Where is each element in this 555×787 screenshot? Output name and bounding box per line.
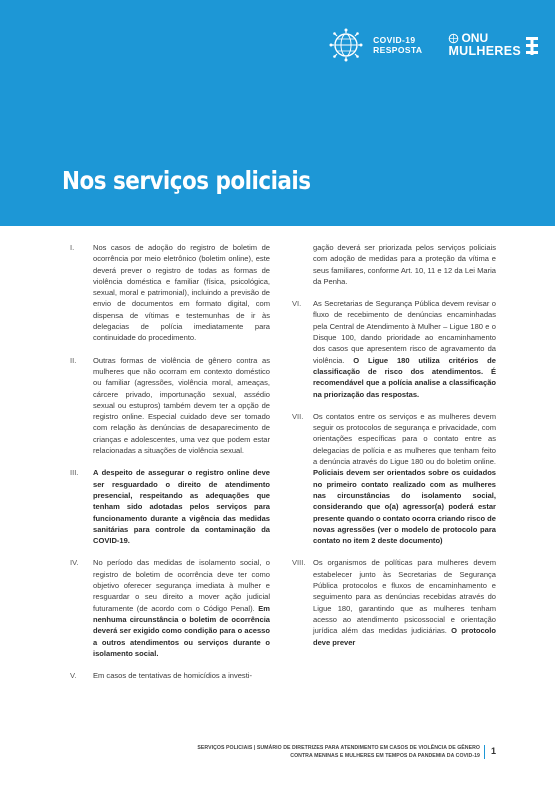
item-number: VII. bbox=[292, 411, 304, 421]
right-column bbox=[292, 242, 496, 659]
item-text: Em casos de tentativas de homicídios a investi- bbox=[93, 671, 252, 681]
item-number: VIII. bbox=[292, 558, 306, 568]
item-bold-text: Policiais devem ser orientados sobre os cuidados no primeiro contato realizado com as mulheres nas circunstâncias do isolamento social, considerando que o(a) agressor(a) poderá estar presente quando o contato ocorra criando risco de novas agressões (ver o modelo de protocolo para contato no item 2 deste documento) bbox=[313, 468, 496, 546]
list-item-continued bbox=[296, 242, 496, 287]
women-symbol-icon bbox=[525, 34, 539, 56]
item-number: IV. bbox=[70, 558, 79, 568]
footer-divider bbox=[484, 745, 485, 759]
item-text: As Secretarias de Segurança Pública devem revisar o fluxo de recebimento de denúncias encaminhadas pela Central de Atendimento à Mulher – Ligue 180 e o Disque 100, dando prioridade ao encaminhamento dos casos que apresentem risco de agravamento da violência. bbox=[313, 299, 496, 365]
list-item bbox=[70, 557, 270, 659]
item-bold-text: O Ligue 180 utiliza critérios de classificação de risco dos atendimentos. É recomendável que a polícia analise a classificação na priorização das respostas. bbox=[313, 355, 496, 399]
item-bold-text: Em nenhuma circunstância o boletim de ocorrência deverá ser exigido como condição para o acesso a outros atendimentos ou serviços durante o isolamento social. bbox=[93, 603, 270, 658]
footer-line1: SERVIÇOS POLICIAIS | SUMÁRIO DE DIRETRIZES PARA ATENDIMENTO EM CASOS DE VIOLÊNCIA DE GÊNERO bbox=[197, 745, 480, 751]
item-text: Nos casos de adoção do registro de boletim de ocorrência por meio eletrônico (boletim online), este deverá prever o registro de todas as formas de violência doméstica e familiar (física, psicológica, sexual, moral e patrimonial), incluindo a previsão de envio de documentos em formato digital, com dispensa de vítimas e testemunhas de ir às delegacias de polícia imediatamente para continuidade do procedimento. bbox=[93, 243, 270, 343]
covid-globe-icon bbox=[329, 28, 363, 62]
un-emblem-icon bbox=[448, 33, 459, 44]
item-number: III. bbox=[70, 468, 79, 478]
item-bold-text: O protocolo deve prever bbox=[313, 626, 496, 647]
page-number: 1 bbox=[491, 746, 497, 756]
header-logos bbox=[329, 28, 539, 62]
item-text: Os organismos de políticas para mulheres devem estabelecer junto às Secretarias de Segurança Pública protocolos e fluxos de encaminhamento e seguimento para as denúncias recebidas através do Ligue 180, garantindo que as mulheres tenham acesso ao atendimento psicossocial e orientação jurídica além das medidas judiciárias. bbox=[313, 558, 496, 636]
onu-line1: ONU bbox=[461, 31, 489, 45]
item-number: II. bbox=[70, 355, 77, 365]
list-item bbox=[70, 355, 270, 457]
item-number: V. bbox=[70, 671, 77, 681]
item-number: VI. bbox=[292, 299, 302, 309]
item-bold-text: A despeito de assegurar o registro online deve ser resguardado o direito de atendimento presencial, respeitando as adequações que tenham sido adotadas pelos serviços para funcionamento durante a vigência das medidas sanitárias para controle da contaminação da COVID-19. bbox=[93, 468, 270, 546]
left-column bbox=[70, 242, 270, 692]
un-women-logo bbox=[448, 32, 539, 58]
covid-line1: COVID-19 bbox=[373, 35, 416, 45]
item-text: No período das medidas de isolamento social, o registro de boletim de ocorrência deve ter como objetivo oferecer segurança imediata à mulher e resguardar o seu direito a mover ação judicial futuramente (de acordo com o Código Penal). bbox=[93, 558, 270, 613]
item-text: Outras formas de violência de gênero contra as mulheres que não ocorram em contexto doméstico ou familiar (agressões, violência moral, ameaças, cárcere privado, importunação sexual, assédio sexual ou estupros) também devem ter a opção de registro online. Especial cuidado deve ser tomado com relação às denúncias de desaparecimento de crianças e adolescentes, uma vez que podem estar relacionadas a situações de violência sexual. bbox=[93, 355, 270, 456]
item-text: Os contatos entre os serviços e as mulheres devem seguir os protocolos de segurança e privacidade, com orientações específicas para o contato entre as delegacias de polícia e as mulheres que tenham feito a denúncia através do Ligue 180 ou do boletim online. bbox=[313, 411, 496, 467]
list-item bbox=[70, 242, 270, 344]
page-title: Nos serviços policiais bbox=[62, 166, 311, 195]
title-banner bbox=[0, 0, 555, 226]
covid-response-label bbox=[373, 35, 422, 55]
item-text: gação deverá ser priorizada pelos serviços policiais com adoção de medidas para a proteção da vítima e seus familiares, conforme Art. 10, 11 e 12 da Lei Maria da Penha. bbox=[313, 243, 496, 286]
list-item bbox=[292, 411, 496, 547]
list-item bbox=[292, 557, 496, 647]
item-number: I. bbox=[70, 243, 75, 252]
onu-line2: MULHERES bbox=[448, 44, 521, 58]
list-item bbox=[70, 467, 270, 546]
list-item bbox=[70, 670, 270, 681]
list-item bbox=[292, 298, 496, 400]
footer-text bbox=[197, 745, 480, 760]
footer-line2: CONTRA MENINAS E MULHERES EM TEMPOS DA PANDEMIA DA COVID-19 bbox=[290, 752, 480, 759]
covid-line2: RESPOSTA bbox=[373, 45, 423, 55]
